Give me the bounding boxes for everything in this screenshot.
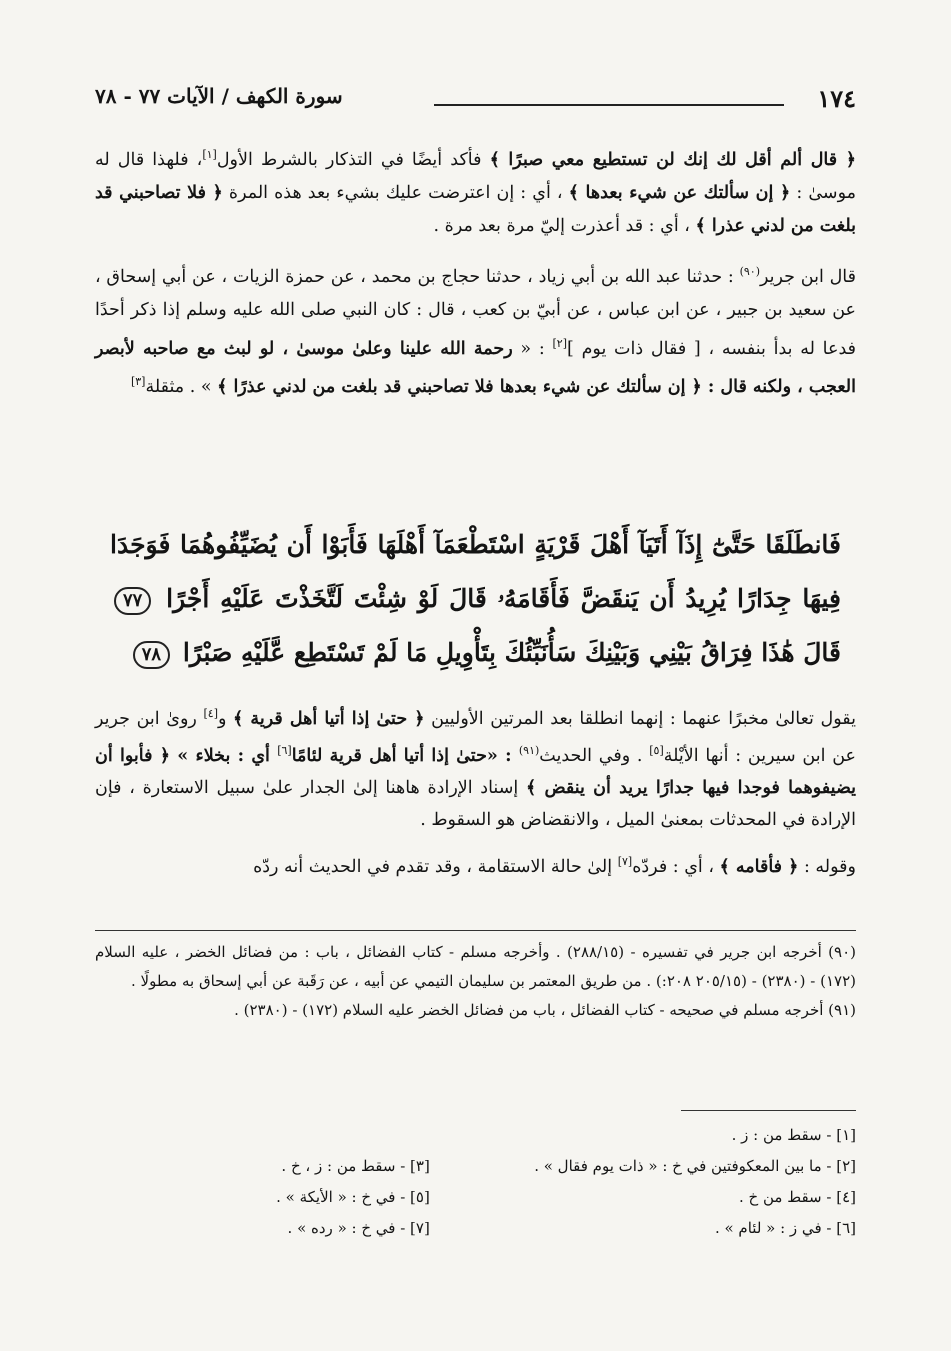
footnote-rule bbox=[95, 930, 856, 931]
variant-note-2: [٢] - ما بين المعكوفتين في خ : « ذات يوم فقال » . bbox=[534, 1157, 856, 1175]
hadith-quote: : «حتىٰ إذا أتيا أهل قرية لئامًا bbox=[291, 745, 519, 766]
hadith-ref: (٩٠) bbox=[739, 264, 760, 278]
text-run: ، فلهذا قال له موسىٰ : bbox=[95, 149, 857, 203]
header-rule bbox=[434, 104, 784, 106]
body-text-top bbox=[95, 138, 856, 416]
text-run: وقوله : bbox=[798, 856, 856, 877]
verse-78-text: قَالَ هَٰذَا فِرَاقُ بَيْنِي وَبَيْنِكَ سَأُنَبِّئُكَ بِتَأْوِيلِ مَا لَمْ تَسْتَطِع عَّلَيْهِ صَبْرًا bbox=[182, 638, 841, 667]
text-run: قال ابن جرير bbox=[760, 266, 856, 287]
verse-quote: ﴿ حتىٰ إذا أتيا أهل قرية ﴾ bbox=[233, 708, 425, 729]
variant-ref: [٤] bbox=[203, 707, 218, 720]
text-run: أي : بخلاء » bbox=[170, 745, 278, 766]
paragraph-3 bbox=[95, 698, 856, 836]
variant-note-7: [٧] - في خ : « رده » . bbox=[287, 1219, 430, 1237]
paragraph-4 bbox=[95, 846, 856, 883]
verse-quote: ﴿ فأقامه ﴾ bbox=[719, 856, 799, 877]
page-header bbox=[95, 78, 856, 118]
verse-77-text: فَانطَلَقَا حَتَّىٰٓ إِذَآ أَتَيَآ أَهْلَ قَرْيَةٍ اسْتَطْعَمَآ أَهْلَهَا فَأَبَوْا أَن يُضَيِّفُوهُمَا فَوَجَدَا فِيهَا جِدَارًا يُرِيدُ أَن يَنقَضَّ فَأَقَامَهُۥ قَالَ لَوْ شِئْتَ لَتَّخَذْتَ عَلَيْهِ أَجْرًا bbox=[110, 530, 841, 613]
text-run: ، أي : فردّه bbox=[632, 856, 720, 877]
footnote-91: (٩١) أخرجه مسلم في صحيحه - كتاب الفضائل ، باب من فضائل الخضر عليه السلام (١٧٢) - (٢٣٨٠) . bbox=[234, 1001, 856, 1019]
variants-rule bbox=[681, 1110, 856, 1111]
footnotes bbox=[95, 938, 856, 1025]
variant-note-6: [٦] - في ز : « لئام » . bbox=[714, 1219, 856, 1237]
text-run: : حدثنا عبد الله بن أبي زياد ، حدثنا حجاج بن محمد ، عن حمزة الزيات ، عن أبي إسحاق ، عن سعيد بن جبير ، عن ابن عباس ، عن أبيّ بن كعب ، قال : كان النبي صلى الله عليه وسلم إذا ذكر أحدًا فدعا له بدأ بنفسه ، [ فقال ذات يوم ] bbox=[95, 266, 857, 359]
verse-quote: ﴿ قال ألم أقل لك إنك لن تستطيع معي صبرًا ﴾ bbox=[489, 149, 856, 170]
body-text-bottom bbox=[95, 698, 856, 892]
text-run: إلىٰ حالة الاستقامة ، وقد تقدم في الحديث أنه ردّه bbox=[253, 856, 618, 877]
text-run: إسناد الإرادة هاهنا إلىٰ الجدار علىٰ سبيل الاستعارة ، فإن الإرادة في المحدثات بمعنىٰ الميل ، والانقضاض هو السقوط . bbox=[95, 777, 856, 830]
paragraph-1 bbox=[95, 138, 856, 243]
variant-note-3: [٣] - سقط من : ز ، خ . bbox=[281, 1157, 430, 1175]
text-run: : « bbox=[512, 338, 553, 359]
variant-note-4: [٤] - سقط من خ . bbox=[739, 1188, 856, 1206]
text-run: روىٰ ابن جرير عن ابن سيرين : أنها الأيْلة bbox=[95, 708, 856, 766]
quran-verses bbox=[110, 518, 841, 680]
variant-note-5: [٥] - في خ : « الأيكة » . bbox=[276, 1188, 430, 1206]
verse-quote: ﴿ فأبوا أن يضيفوهما فوجدا فيها جدارًا يريد أن ينقض ﴾ bbox=[95, 745, 856, 798]
text-run: و bbox=[217, 708, 234, 729]
footnote-90: (٩٠) أخرجه ابن جرير في تفسيره - (٢٨٨/١٥) . وأخرجه مسلم - كتاب الفضائل ، باب : من فضائل الخضر ، عليه السلام (١٧٢) - (٢٣٨٠) - (٢٠٥/١٥ ٢٠٨:) . من طريق المعتمر بن سليمان التيمي عن أبيه ، عن رَقَبة عن أبي إسحاق به مطولًا . bbox=[95, 943, 857, 990]
verse-quote: ﴿ فلا تصاحبني قد بلغت من لدني عذرا ﴾ bbox=[95, 182, 856, 236]
running-title: سورة الكهف / الآيات ٧٧ - ٧٨ bbox=[95, 84, 343, 108]
paragraph-2 bbox=[95, 255, 856, 404]
page-number: ١٧٤ bbox=[817, 84, 856, 113]
hadith-quote: رحمة الله علينا وعلىٰ موسىٰ ، لو لبث مع صاحبه لأبصر العجب ، ولكنه قال : ﴿ إن سألتك عن شيء بعدها فلا تصاحبني قد بلغت من لدني عذرًا ﴾ bbox=[95, 338, 856, 398]
text-run: يقول تعالىٰ مخبرًا عنهما : إنهما انطلقا بعد المرتين الأوليين bbox=[424, 708, 856, 729]
variant-ref: [٦] bbox=[277, 743, 292, 757]
hadith-ref: (٩١) bbox=[518, 743, 540, 757]
variant-row bbox=[95, 1120, 856, 1151]
variant-row bbox=[95, 1151, 856, 1182]
variant-ref: [٢] bbox=[552, 336, 568, 350]
aya-marker-78: ٧٨ bbox=[133, 641, 170, 669]
verse-quote: ﴿ إن سألتك عن شيء بعدها ﴾ bbox=[568, 182, 791, 203]
variant-row bbox=[95, 1213, 856, 1244]
variant-ref: [٧] bbox=[617, 854, 633, 868]
variant-row bbox=[95, 1182, 856, 1213]
text-run: ، أي : قد أعذرت إليّ مرة بعد مرة . bbox=[433, 215, 696, 236]
text-run: فأكد أيضًا في التذكار بالشرط الأول bbox=[216, 149, 490, 170]
variant-note-1: [١] - سقط من : ز . bbox=[731, 1126, 856, 1144]
text-run: ، أي : إن اعترضت عليك بشيء بعد هذه المرة bbox=[222, 182, 569, 203]
text-run: » . مثقلة bbox=[145, 377, 218, 398]
variant-ref: [١] bbox=[202, 148, 217, 161]
variant-ref: [٣] bbox=[130, 375, 146, 389]
variant-notes bbox=[95, 1120, 856, 1244]
aya-marker-77: ٧٧ bbox=[114, 587, 151, 615]
variant-ref: [٥] bbox=[649, 743, 664, 757]
text-run: . وفي الحديث bbox=[539, 745, 650, 766]
